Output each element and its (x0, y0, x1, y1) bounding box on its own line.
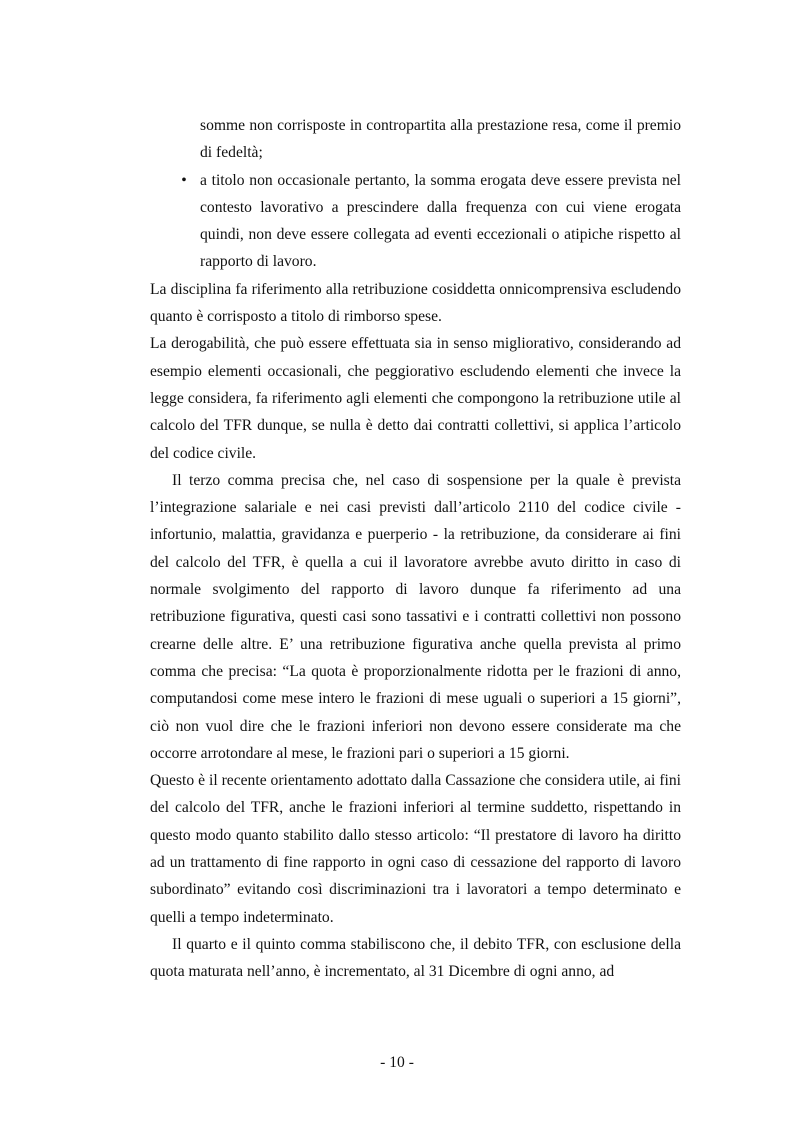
paragraph-quarto-quinto-comma: Il quarto e il quinto comma stabiliscono che, il debito TFR, con esclusione della quota maturata nell’anno, è incrementato, al 31 Dicembre di ogni anno, ad (150, 935, 681, 981)
document-body (150, 112, 681, 986)
paragraph-cassazione: Questo è il recente orientamento adottato dalla Cassazione che considera utile, ai fini del calcolo del TFR, anche le frazioni inferiori al termine suddetto, rispettando in questo modo quanto stabilito dallo stesso articolo: “Il prestatore di lavoro ha diritto ad un trattamento di fine rapporto in ogni caso di cessazione del rapporto di lavoro subordinato” evitando così discriminazioni tra i lavoratori a tempo determinato e quelli a tempo indeterminato. (150, 772, 681, 926)
list-item-text: a titolo non occasionale pertanto, la somma erogata deve essere prevista nel contesto lavorativo a prescindere dalla frequenza con cui viene erogata quindi, non deve essere collegata ad eventi eccezionali o atipiche rispetto al rapporto di lavoro. (200, 171, 681, 271)
paragraph-derogabilita: La derogabilità, che può essere effettuata sia in senso migliorativo, considerando ad esempio elementi occasionali, che peggiorativo escludendo elementi che invece la legge considera, fa riferimento agli elementi che compongono la retribuzione utile al calcolo del TFR dunque, se nulla è detto dai contratti collettivi, si applica l’articolo del codice civile. (150, 335, 681, 462)
list-item-continuation (200, 112, 681, 167)
page-number: - 10 - (380, 1054, 414, 1071)
bullet-icon: • (181, 171, 187, 189)
paragraph-terzo-comma: Il terzo comma precisa che, nel caso di sospensione per la quale è prevista l’integrazione salariale e nei casi previsti dall’articolo 2110 del codice civile - infortunio, malattia, gravidanza e puerperio - la retribuzione, da considerare ai fini del calcolo del TFR, è quella a cui il lavoratore avrebbe avuto diritto in caso di normale svolgimento del rapporto di lavoro dunque fa riferimento ad una retribuzione figurativa, questi casi sono tassativi e i contratti collettivi non possono crearne delle altre. E’ una retribuzione figurativa anche quella prevista al primo comma che precisa: “La quota è proporzionalmente ridotta per le frazioni di anno, computandosi come mese intero le frazioni di mese uguali o superiori a 15 giorni”, ciò non vuol dire che le frazioni inferiori non devono essere considerate ma che occorre arrotondare al mese, le frazioni pari o superiori a 15 giorni. (150, 471, 681, 762)
paragraph-disciplina: La disciplina fa riferimento alla retribuzione cosiddetta onnicomprensiva escludendo quanto è corrisposto a titolo di rimborso spese. (150, 280, 681, 326)
list-item-text: somme non corrisposte in contropartita alla prestazione resa, come il premio di fedeltà; (200, 117, 681, 162)
list-item (181, 167, 681, 276)
bullet-list (150, 112, 681, 276)
